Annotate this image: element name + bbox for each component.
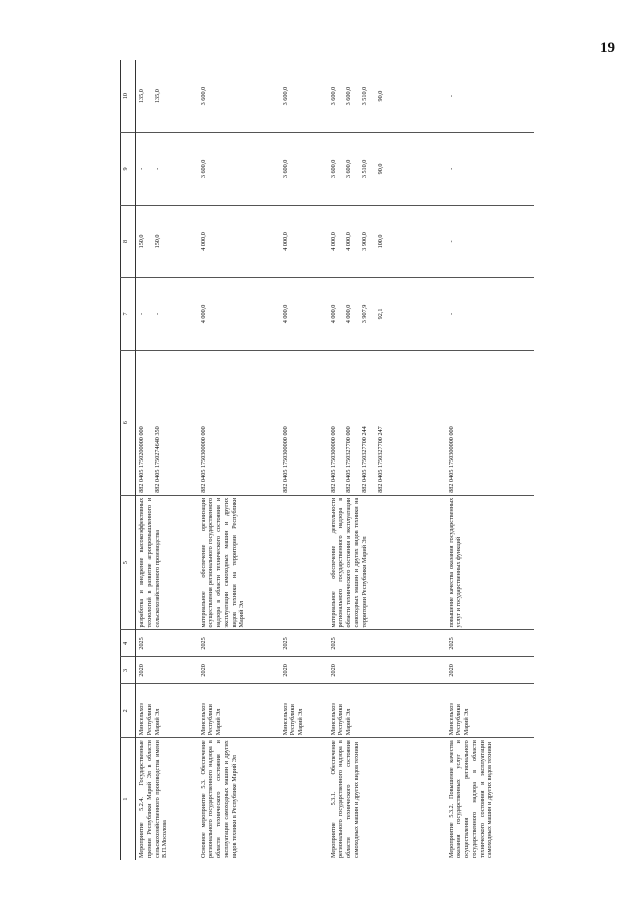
- cell-value-10: [198, 60, 280, 133]
- cell-measure: Мероприятие 5.2.4. Государственные премии Республики Марий Эл в области сельскохозяйственного производства имени В.П.Мосолова: [136, 738, 198, 860]
- cell-line: 4 000,0: [281, 304, 289, 324]
- cell-value-9: [136, 133, 198, 206]
- cell-line: 882 0405 1750300000 000: [199, 426, 207, 493]
- cell-line: 3 600,0: [329, 159, 337, 179]
- cell-measure: [280, 738, 328, 860]
- cell-start-year: 2020: [136, 657, 198, 684]
- cell-line: 92,1: [376, 308, 384, 320]
- col-header: 9: [121, 133, 136, 206]
- cell-line: 882 0405 1750327700 000: [345, 426, 353, 493]
- cell-start-year: 2020: [198, 657, 280, 684]
- cell-line: 882 0405 1750300000 000: [329, 426, 337, 493]
- budget-table: [120, 60, 534, 860]
- cell-line: 882 0405 1750327700 247: [376, 426, 384, 493]
- cell-line: 150,0: [153, 234, 161, 249]
- col-header: 7: [121, 278, 136, 351]
- cell-end-year: 2025: [280, 630, 328, 657]
- cell-line: 135,0: [153, 89, 161, 104]
- cell-value-9: [198, 133, 280, 206]
- cell-end-year: 2025: [446, 630, 534, 657]
- cell-start-year: 2020: [328, 657, 446, 684]
- table-row: [198, 60, 280, 860]
- cell-start-year: 2020: [446, 657, 534, 684]
- cell-executor: Минсельхоз Республики Марий Эл: [280, 684, 328, 738]
- cell-value-10: [136, 60, 198, 133]
- cell-line: 3 907,9: [361, 304, 368, 324]
- cell-result: материальное обеспечение организации осуществления регионального государственного надзора в области технического состояния и эксплуатации самоходных машин и других видов техники на территории Республики Марий Эл: [198, 495, 280, 630]
- cell-line: 4 000,0: [199, 232, 207, 251]
- col-header: 8: [121, 205, 136, 278]
- col-header: 4: [121, 630, 136, 657]
- col-header: 3: [121, 657, 136, 684]
- cell-line: -: [153, 312, 161, 315]
- cell-value-8: [280, 205, 328, 278]
- cell-line: 4 000,0: [329, 304, 337, 324]
- cell-end-year: 2025: [198, 630, 280, 657]
- cell-executor: Минсельхоз Республики Марий Эл: [136, 684, 198, 738]
- cell-line: 4 000,0: [345, 232, 353, 251]
- cell-value-8: [136, 205, 198, 278]
- cell-result: материальное обеспечение деятельности регионального государственного надзора в области технического состояния и эксплуатации самоходных машин и других видов техники на территории Республики Марий Эл: [328, 495, 446, 630]
- cell-line: -: [153, 167, 161, 170]
- cell-measure: Мероприятие 5.3.2. Повышение качества оказания государственных услуг и осуществления регионального государственного надзора в области технического состояния и эксплуатации самоходных машин и других видов техники: [446, 738, 534, 860]
- cell-value-10: [280, 60, 328, 133]
- table-row: [446, 60, 534, 860]
- cell-value-7: [280, 278, 328, 351]
- cell-measure: Мероприятие 5.3.1. Обеспечение регионального государственного надзора в области технического состояния самоходных машин и других видов техники: [328, 738, 446, 860]
- cell-line: 882 0405 1750327700 244: [361, 426, 368, 493]
- header-row: [121, 60, 136, 860]
- cell-value-9: [280, 133, 328, 206]
- cell-value-7: [446, 278, 534, 351]
- cell-start-year: 2020: [280, 657, 328, 684]
- cell-line: 882 0405 1750300000 000: [281, 426, 289, 493]
- cell-line: 4 000,0: [199, 304, 207, 324]
- cell-line: 3 600,0: [345, 159, 353, 179]
- cell-line: 3 600,0: [281, 86, 289, 106]
- col-header: 1: [121, 738, 136, 860]
- table-row: [136, 60, 198, 860]
- cell-result: повышение качества оказания государственных услуг и государственных функций: [446, 495, 534, 630]
- cell-line: 4 000,0: [281, 232, 289, 251]
- cell-line: 3 510,0: [361, 159, 368, 179]
- cell-budget-code: [136, 350, 198, 495]
- cell-executor: Минсельхоз Республики Марий Эл: [446, 684, 534, 738]
- cell-budget-code: [280, 350, 328, 495]
- cell-line: 4 000,0: [345, 304, 353, 324]
- cell-line: 882 0405 1750200000 000: [138, 426, 145, 493]
- rotated-table-container: [120, 60, 520, 860]
- cell-line: 135,0: [138, 89, 145, 104]
- table-body: [136, 60, 534, 860]
- cell-line: 882 0405 1750274640 350: [153, 426, 161, 493]
- cell-line: 4 000,0: [329, 232, 337, 251]
- cell-line: 882 0405 1750300000 000: [447, 426, 455, 493]
- cell-line: -: [447, 240, 455, 243]
- cell-value-8: [446, 205, 534, 278]
- cell-measure: Основное мероприятие 5.3. Обеспечение регионального государственного надзора в области технического состояния и эксплуатации самоходных машин и других видов техники в Республике Марий Эл: [198, 738, 280, 860]
- cell-line: -: [447, 167, 455, 170]
- cell-line: 3 900,0: [361, 232, 368, 251]
- cell-value-7: [136, 278, 198, 351]
- col-header: 6: [121, 350, 136, 495]
- col-header: 5: [121, 495, 136, 630]
- cell-budget-code: [198, 350, 280, 495]
- cell-budget-code: [328, 350, 446, 495]
- table-row: [328, 60, 446, 860]
- cell-value-9: [328, 133, 446, 206]
- cell-value-7: [198, 278, 280, 351]
- cell-line: 3 600,0: [199, 159, 207, 179]
- cell-line: 90,0: [376, 90, 384, 102]
- cell-value-10: [328, 60, 446, 133]
- table-row: [280, 60, 328, 860]
- cell-end-year: 2025: [136, 630, 198, 657]
- cell-line: 3 600,0: [345, 86, 353, 106]
- cell-line: 3 510,0: [361, 86, 368, 106]
- cell-line: 150,0: [138, 234, 145, 249]
- cell-line: 90,0: [376, 163, 384, 175]
- cell-line: -: [447, 312, 455, 315]
- cell-executor: Минсельхоз Республики Марий Эл: [198, 684, 280, 738]
- cell-line: -: [138, 167, 145, 170]
- col-header: 10: [121, 60, 136, 133]
- cell-value-10: [446, 60, 534, 133]
- cell-line: 3 600,0: [281, 159, 289, 179]
- cell-value-7: [328, 278, 446, 351]
- cell-value-8: [328, 205, 446, 278]
- cell-line: 3 600,0: [329, 86, 337, 106]
- cell-executor: Минсельхоз Республики Марий Эл: [328, 684, 446, 738]
- cell-value-8: [198, 205, 280, 278]
- cell-line: -: [447, 95, 455, 98]
- cell-result: разработка и внедрение высокоэффективных технологий в развитие агропромышленного и сельскохозяйственного производства: [136, 495, 198, 630]
- col-header: 2: [121, 684, 136, 738]
- cell-result: [280, 495, 328, 630]
- cell-budget-code: [446, 350, 534, 495]
- cell-line: 100,0: [376, 234, 384, 249]
- cell-line: -: [138, 312, 145, 315]
- cell-value-9: [446, 133, 534, 206]
- page-number: 19: [600, 40, 615, 56]
- cell-line: 3 600,0: [199, 86, 207, 106]
- cell-end-year: 2025: [328, 630, 446, 657]
